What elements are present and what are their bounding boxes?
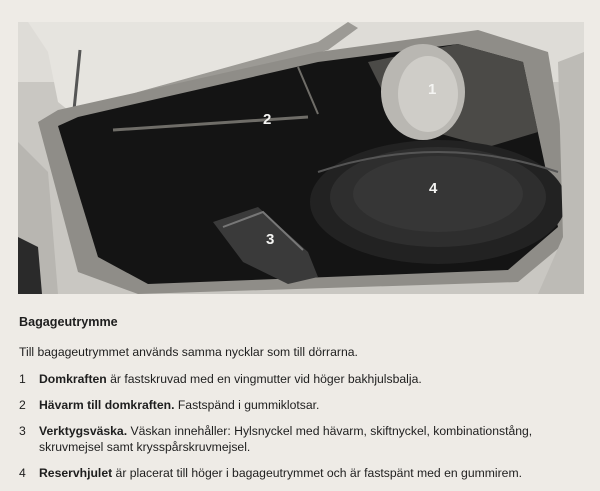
list-item xyxy=(19,371,585,387)
callout-3: 3 xyxy=(266,231,275,248)
list-item xyxy=(19,397,585,413)
item-text: Fastspänd i gummiklotsar. xyxy=(174,398,320,412)
callout-4: 4 xyxy=(429,180,438,197)
item-text: är placerat till höger i bagageutrymmet och är fastspänt med en gummirem. xyxy=(112,466,522,480)
section-heading: Bagageutrymme xyxy=(19,315,118,329)
item-number: 1 xyxy=(19,372,26,386)
list-item xyxy=(19,465,585,481)
callout-1: 1 xyxy=(428,81,437,98)
item-term: Domkraften xyxy=(39,372,107,386)
section-intro: Till bagageutrymmet används samma nycklar som till dörrarna. xyxy=(19,345,358,359)
item-text: är fastskruvad med en vingmutter vid höger bakhjulsbalja. xyxy=(106,372,422,386)
item-term: Hävarm till domkraften. xyxy=(39,398,175,412)
trunk-illustration xyxy=(18,22,584,294)
item-number: 2 xyxy=(19,398,26,412)
item-text: Väskan innehåller: Hylsnyckel med hävarm, skiftnyckel, kombinationstång, skruvmejsel samt krysspårskruvmejsel. xyxy=(39,424,533,454)
item-term: Reservhjulet xyxy=(39,466,113,480)
item-term: Verktygsväska. xyxy=(39,424,128,438)
trunk-section xyxy=(19,314,585,491)
item-number: 3 xyxy=(19,424,26,438)
list-item xyxy=(19,423,585,455)
trunk-photo xyxy=(18,22,584,294)
item-number: 4 xyxy=(19,466,26,480)
callout-2: 2 xyxy=(263,111,272,128)
